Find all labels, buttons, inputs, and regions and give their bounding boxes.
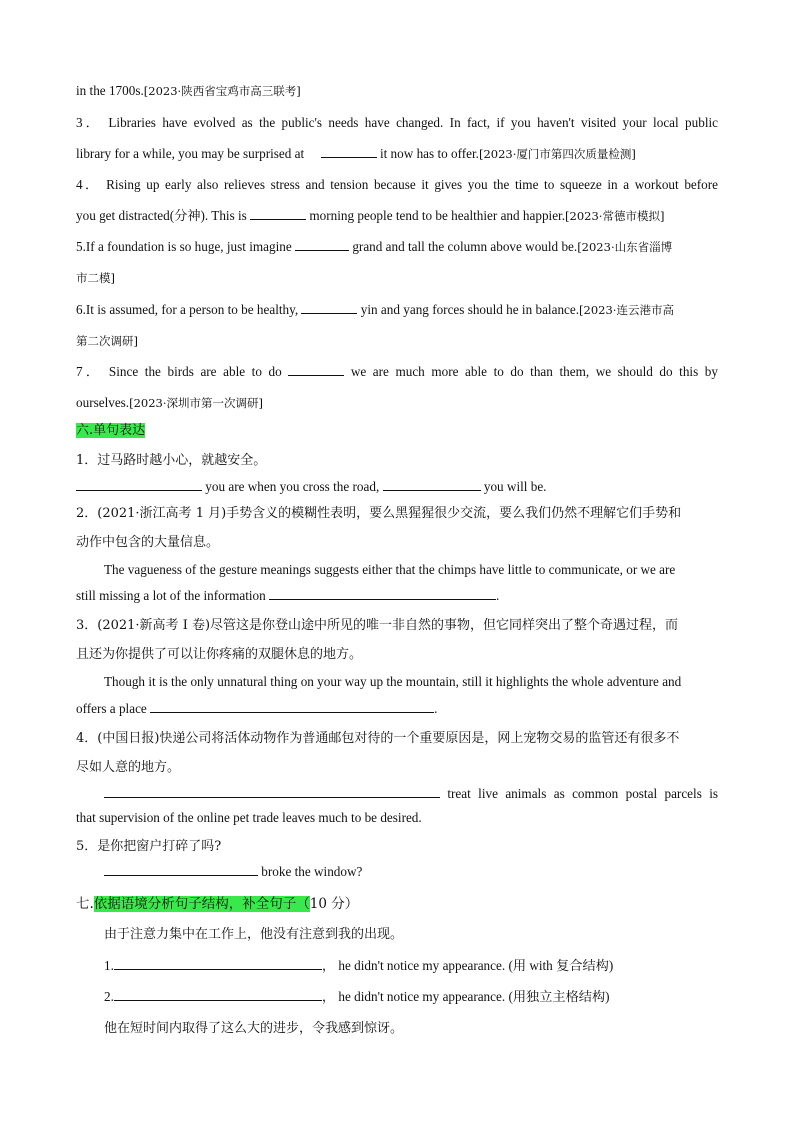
s7-answer-1: 1. ， he didn't notice my appearance. (用 with 复合结构) (104, 958, 614, 973)
s6-question-2-en-1: The vagueness of the gesture meanings suggests either that the chimps have little to communicate, or we are (104, 562, 676, 577)
answer-blank[interactable] (288, 362, 344, 376)
source-note: [2023·深圳市第一次调研] (129, 396, 264, 410)
answer-blank[interactable] (150, 699, 434, 713)
s6-question-3-zh-1: 3．(2021·新高考 I 卷)尽管这是你登山途中所见的唯一非自然的事物，但它同样突出了整个奇遇过程，而 (76, 618, 679, 633)
source-note: [2023·陕西省宝鸡市高三联考] (143, 84, 301, 98)
answer-blank[interactable] (269, 586, 496, 600)
s6-question-5-en: broke the window? (76, 862, 718, 882)
s6-question-4-en-1: treat live animals as common postal parcels is (76, 784, 718, 804)
s6-question-4-zh-2: 尽如人意的地方。 (76, 760, 181, 775)
answer-blank[interactable] (76, 477, 202, 491)
s6-question-1-zh: 1．过马路时越小心，就越安全。 (76, 453, 267, 468)
question-5-line-1: 5.If a foundation is so huge, just imagine grand and tall the column above would be.[2023·山东省淄博 (76, 239, 673, 254)
source-note: [2023·山东省淄博 (577, 240, 673, 254)
answer-blank[interactable] (301, 300, 357, 314)
question-3-line-2: library for a while, you may be surprised at it now has to offer.[2023·厦门市第四次质量检测] (76, 146, 636, 161)
question-5-line-2: 市二模] (76, 271, 115, 285)
question-6-line-2: 第二次调研] (76, 334, 138, 348)
section-6-heading: 六.单句表达 (76, 423, 146, 438)
s6-question-5-zh: 5．是你把窗户打碎了吗? (76, 839, 222, 854)
question-4-line-1: 4． Rising up early also relieves stress and tension because it gives you the time to squeeze in a workout before (76, 177, 719, 192)
answer-blank[interactable] (114, 956, 322, 970)
answer-blank[interactable] (383, 477, 481, 491)
s6-question-3-en-1: Though it is the only unnatural thing on your way up the mountain, still it highlights the whole adventure and (104, 674, 682, 689)
source-note: [2023·厦门市第四次质量检测] (478, 147, 636, 161)
question-4-line-2: you get distracted(分神). This is morning people tend to be healthier and happier.[2023·常德市模拟] (76, 208, 665, 223)
answer-blank[interactable] (295, 237, 349, 251)
s6-question-4-zh-1: 4．(中国日报)快递公司将活体动物作为普通邮包对待的一个重要原因是，网上宠物交易的监管还有很多不 (76, 731, 680, 746)
answer-blank[interactable] (321, 144, 377, 158)
s6-question-4-en-2: that supervision of the online pet trade leaves much to be desired. (76, 810, 422, 825)
answer-blank[interactable] (114, 987, 322, 1001)
answer-blank[interactable] (104, 784, 440, 798)
question-7-line-2: ourselves.[2023·深圳市第一次调研] (76, 395, 264, 410)
s6-question-1-en: you are when you cross the road, you will be. (76, 477, 718, 497)
question-7-line-1: 7． Since the birds are able to do we are much more able to do than them, we should do this by (76, 364, 718, 379)
answer-blank[interactable] (250, 206, 306, 220)
question-6-line-1: 6.It is assumed, for a person to be healthy, yin and yang forces should he in balance.[2023·连云港市高 (76, 302, 674, 317)
answer-blank[interactable] (104, 862, 258, 876)
s6-question-2-en-2: still missing a lot of the information . (76, 588, 500, 603)
source-note: [2023·连云港市高 (579, 303, 674, 317)
s6-question-3-en-2: offers a place . (76, 701, 438, 716)
question-2-tail: in the 1700s.[2023·陕西省宝鸡市高三联考] (76, 83, 301, 98)
section-7-heading: 七.依据语境分析句子结构，补全句子（10 分） (76, 896, 359, 912)
s6-question-2-zh-2: 动作中包含的大量信息。 (76, 535, 220, 550)
s7-answer-2: 2. ， he didn't notice my appearance. (用独立主格结构) (104, 989, 610, 1004)
s7-prompt-2: 他在短时间内取得了这么大的进步，令我感到惊讶。 (104, 1021, 404, 1036)
s6-question-3-zh-2: 且还为你提供了可以让你疼痛的双腿休息的地方。 (76, 647, 363, 662)
question-3-line-1: 3． Libraries have evolved as the public's needs have changed. In fact, if you haven't visited your local public (76, 115, 719, 130)
s6-question-2-zh-1: 2．(2021·浙江高考 1 月)手势含义的模糊性表明，要么黑猩猩很少交流，要么我们仍然不理解它们手势和 (76, 506, 682, 521)
s7-prompt-1: 由于注意力集中在工作上，他没有注意到我的出现。 (104, 927, 404, 942)
source-note: [2023·常德市模拟] (565, 209, 665, 223)
